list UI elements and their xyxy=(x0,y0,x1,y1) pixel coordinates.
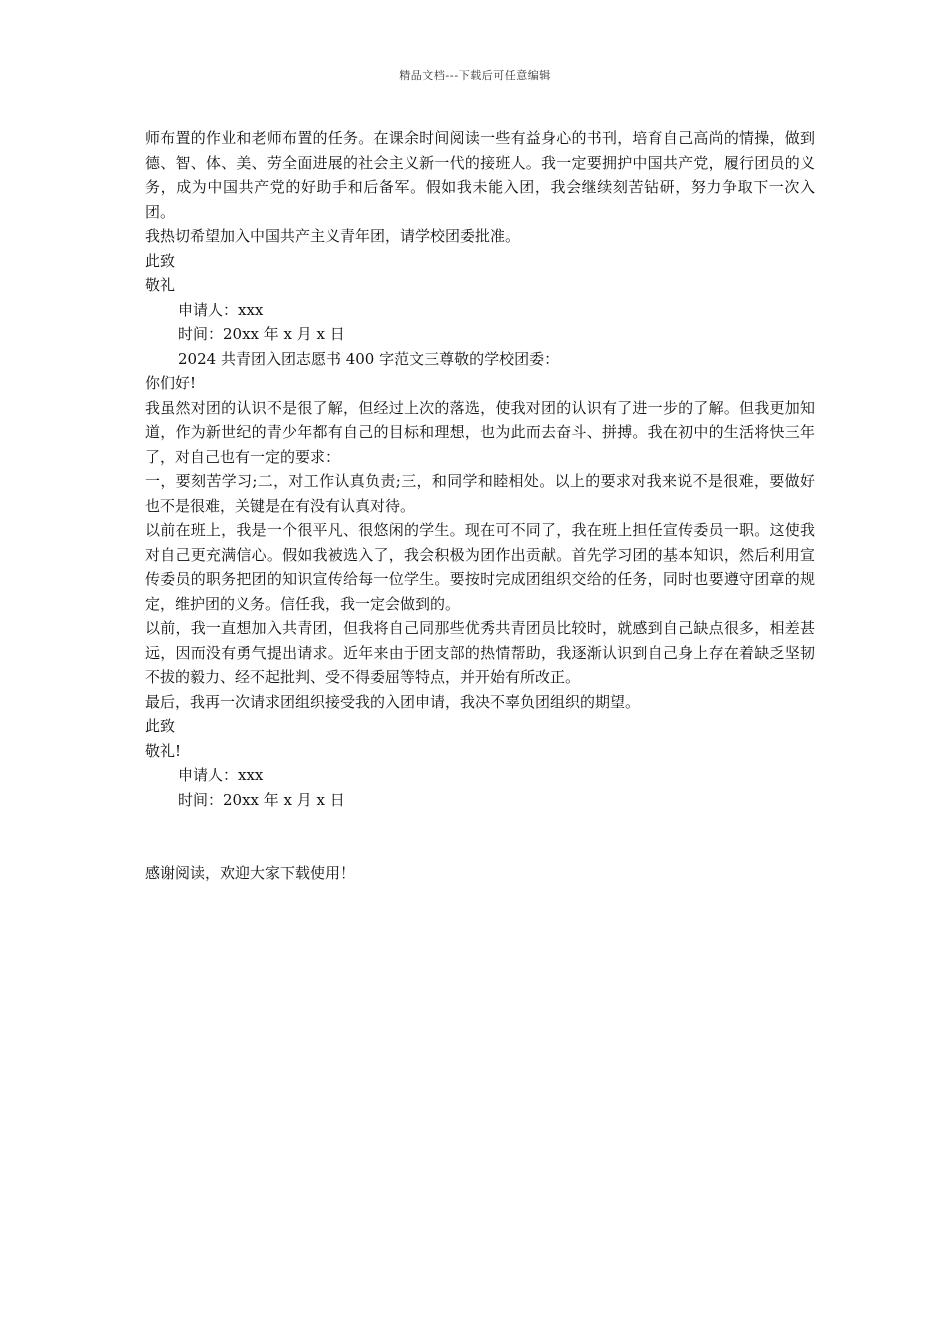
salute-2: 敬礼! xyxy=(145,741,182,760)
paragraph-2: 我热切希望加入中国共产主义青年团，请学校团委批准。 xyxy=(145,227,521,245)
closing-1: 此致 xyxy=(145,251,176,270)
paragraph-1: 师布置的作业和老师布置的任务。在课余时间阅读一些有益身心的书刊，培育自己高尚的情操，做到德、智、体、美、劳全面进展的社会主义新一代的接班人。我一定要拥护中国共产党，履行团员的义务，成为中国共产党的好助手和后备军。假如我未能入团，我会继续刻苦钻研，努力争取下一次入团。 xyxy=(145,129,815,221)
closing-2: 此致 xyxy=(145,717,176,735)
salute-1: 敬礼 xyxy=(145,276,176,294)
paragraph-7: 最后，我再一次请求团组织接受我的入团申请，我决不辜负团组织的期望。 xyxy=(145,692,641,711)
time-2: 时间：20xx 年 x 月 x 日 xyxy=(178,790,345,809)
spacer xyxy=(145,812,815,861)
footer-note: 感谢阅读，欢迎大家下载使用！ xyxy=(145,864,356,882)
section-title-2: 2024 共青团入团志愿书 400 字范文三尊敬的学校团委： xyxy=(178,349,560,368)
paragraph-5: 以前在班上，我是一个很平凡、很悠闲的学生。现在可不同了，我在班上担任宣传委员一职。这使我对自己更充满信心。假如我被选入了，我会积极为团作出贡献。首先学习团的基本知识，然后利用宣传委员的职务把团的知识宣传给每一位学生。要按时完成团组织交给的任务，同时也要遵守团章的规定，维护团的义务。信任我，我一定会做到的。 xyxy=(145,521,815,613)
applicant-2: 申请人：xxx xyxy=(178,766,264,784)
greeting: 你们好! xyxy=(145,374,197,392)
page-header: 精品文档---下载后可任意编辑 xyxy=(399,69,551,82)
paragraph-4: 一，要刻苦学习;二，对工作认真负责;三，和同学和睦相处。以上的要求对我来说不是很难，要做好也不是很难，关键是在有没有认真对待。 xyxy=(145,472,815,515)
applicant-1: 申请人：xxx xyxy=(178,300,264,319)
time-1: 时间：20xx 年 x 月 x 日 xyxy=(178,325,345,343)
paragraph-6: 以前，我一直想加入共青团，但我将自己同那些优秀共青团员比较时，就感到自己缺点很多，相差甚远，因而没有勇气提出请求。近年来由于团支部的热情帮助，我逐渐认识到自己身上存在着缺乏坚韧不拔的毅力、经不起批判、受不得委屈等特点，并开始有所改正。 xyxy=(145,619,815,686)
document-body xyxy=(145,126,815,886)
paragraph-3: 我虽然对团的认识不是很了解，但经过上次的落选，使我对团的认识有了进一步的了解。但我更加知道，作为新世纪的青少年都有自己的目标和理想，也为此而去奋斗、拼搏。我在初中的生活将快三年了，对自己也有一定的要求： xyxy=(145,398,815,466)
